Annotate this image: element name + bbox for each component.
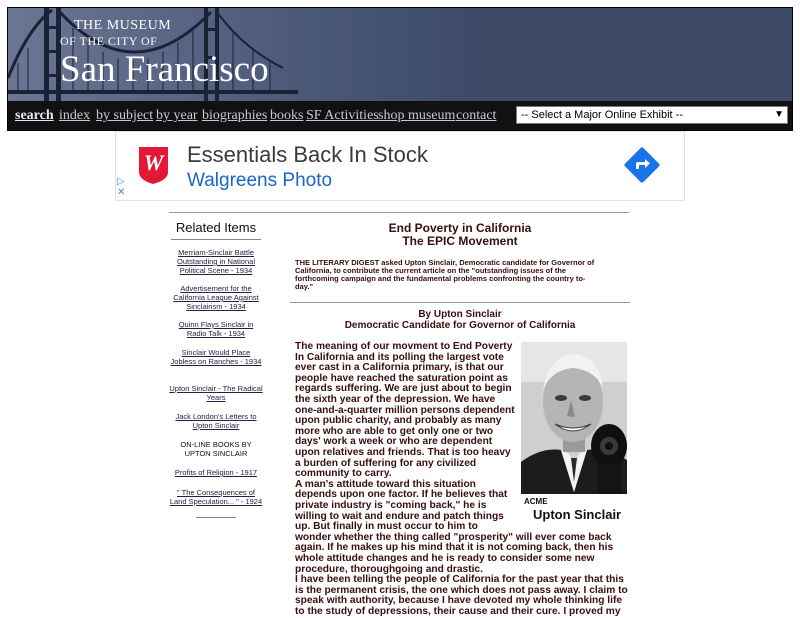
svg-text:W: W: [143, 150, 164, 175]
related-item-link[interactable]: Merriam-Sinclair Battle Outstanding in National Political Scene - 1934: [177, 248, 255, 275]
body-line: wonder whether the thing called "prosperity" will ever come back: [295, 531, 612, 543]
related-item[interactable]: [169, 248, 263, 275]
sidebar-title: Related Items: [175, 220, 257, 235]
ad-subtitle[interactable]: Walgreens Photo: [187, 170, 333, 191]
body-line: days' work a week or who are dependent: [295, 436, 493, 448]
nav-sf-activities[interactable]: SF Activities: [306, 108, 379, 123]
body-line: up. But finally in must occur to him to: [295, 521, 478, 533]
body-line: the sixth year of the depression. We have: [295, 394, 496, 405]
body-line: I have been telling the people of California for the past year that this: [295, 574, 624, 586]
sidebar-title-rule: [171, 239, 261, 240]
body-line: A man's attitude toward this situation: [295, 478, 476, 490]
body-line: community to carry.: [295, 468, 392, 480]
article-rule: [290, 302, 630, 303]
nav-contact[interactable]: contact: [456, 108, 497, 123]
related-item[interactable]: [169, 384, 263, 402]
body-line: again. If he makes up his mind that it is not coming back, then his: [295, 542, 614, 554]
article-intro: THE LITERARY DIGEST asked Upton Sinclair, Democratic candidate for Governor of California, to contribute the current article on the "outstanding issues of the forthcoming campaign and the fundamental problems confronting the country to-day.": [295, 258, 595, 291]
article-title: End Poverty in California: [388, 221, 532, 235]
related-item-link[interactable]: Upton Sinclair - The Radical Years: [169, 384, 263, 402]
body-line: is the permanent crisis, the one which does not pass away. I claim to: [295, 584, 628, 596]
site-title: San Francisco: [60, 49, 269, 90]
related-item-link[interactable]: Profits of Religion - 1917: [174, 468, 258, 477]
related-item[interactable]: [169, 412, 263, 430]
ad-title[interactable]: Essentials Back In Stock: [187, 142, 428, 167]
sidebar-bottom-rule: [196, 517, 236, 518]
nav-by-year[interactable]: by year: [156, 108, 198, 123]
ad-banner[interactable]: [115, 131, 685, 201]
related-item[interactable]: [169, 468, 263, 477]
byline-title: Democratic Candidate for Governor of California: [344, 320, 576, 331]
exhibit-select[interactable]: [516, 106, 788, 124]
body-line: upon public charity, and probably as many: [295, 415, 502, 427]
related-item-link[interactable]: Jack London's Letters to Upton Sinclair: [175, 412, 257, 430]
body-line: The meaning of our movment to End Poverty: [295, 341, 513, 352]
exhibit-select-value: -- Select a Major Online Exhibit --: [521, 109, 683, 121]
byline-author: By Upton Sinclair: [418, 309, 502, 320]
related-item[interactable]: [169, 488, 263, 506]
body-line: In California and its polling the largest vote: [295, 351, 504, 363]
online-books-heading: ON-LINE BOOKS BY UPTON SINCLAIR: [180, 440, 252, 458]
body-line: ever cast in a California primary, is that our: [295, 362, 504, 374]
body-line: to the study of depressions, their cause and their cure. I proved my: [295, 606, 621, 617]
related-item[interactable]: [169, 284, 263, 311]
nav-shop-museum[interactable]: shop museum: [378, 108, 456, 123]
related-item-link[interactable]: Advertisement for the California League Against Sinclairism - 1934: [173, 284, 259, 311]
nav-search[interactable]: search: [15, 108, 54, 123]
related-item-link[interactable]: Sinclair Would Place Jobless on Ranches - 1934: [170, 348, 262, 366]
museum-line-1: THE MUSEUM: [74, 18, 172, 33]
body-line: upon relatives and friends. That is too heavy: [295, 447, 511, 458]
nav-biographies[interactable]: biographies: [202, 108, 268, 123]
ad-choices-icon[interactable]: ▷ ✕: [117, 176, 126, 198]
body-line: speak with authority, because I have devoted my whole thinking life: [295, 595, 623, 607]
body-line: people have reached the saturation point as: [295, 372, 508, 384]
related-item[interactable]: [169, 320, 263, 338]
body-line: depends upon one factor. If he believes that: [295, 489, 508, 501]
body-line: procedure, thoroughgoing and drastic.: [295, 563, 483, 575]
article-subtitle: The EPIC Movement: [402, 234, 518, 248]
photo-credit: ACME: [524, 497, 548, 506]
body-line: regards suffering. We are just about to begin: [295, 383, 512, 395]
content-top-rule: [169, 212, 629, 213]
museum-line-2: OF THE CITY OF: [60, 34, 158, 48]
museum-banner[interactable]: [8, 8, 792, 101]
related-item[interactable]: [169, 348, 263, 366]
nav-index[interactable]: index: [59, 108, 91, 123]
body-line: a burden of suffering for any civilized: [295, 457, 477, 469]
portrait-image: [521, 342, 627, 494]
body-line: more who are able to get only one or two: [295, 425, 494, 437]
upton-sinclair-photo: [521, 342, 627, 494]
related-item-link[interactable]: Quinn Flays Sinclair in Radio Talk - 1934: [178, 320, 254, 338]
nav-books[interactable]: books: [270, 108, 304, 123]
nav-by-subject[interactable]: by subject: [96, 108, 154, 123]
body-line: whole attitude changes and he is ready to consider some new: [295, 553, 595, 564]
dropdown-arrow-icon: ▼: [774, 109, 784, 120]
body-line: one-and-a-quarter million persons dependent: [295, 404, 515, 416]
body-line: willing to wait and endure and patch things: [295, 510, 504, 522]
directions-arrow-icon[interactable]: [624, 147, 660, 183]
related-item-link[interactable]: " The Consequences of Land Speculation... " - 1924: [169, 488, 263, 506]
body-line: private industry is "coming back," he is: [295, 500, 487, 511]
walgreens-logo-icon: [137, 145, 170, 185]
photo-caption: Upton Sinclair: [533, 507, 622, 522]
